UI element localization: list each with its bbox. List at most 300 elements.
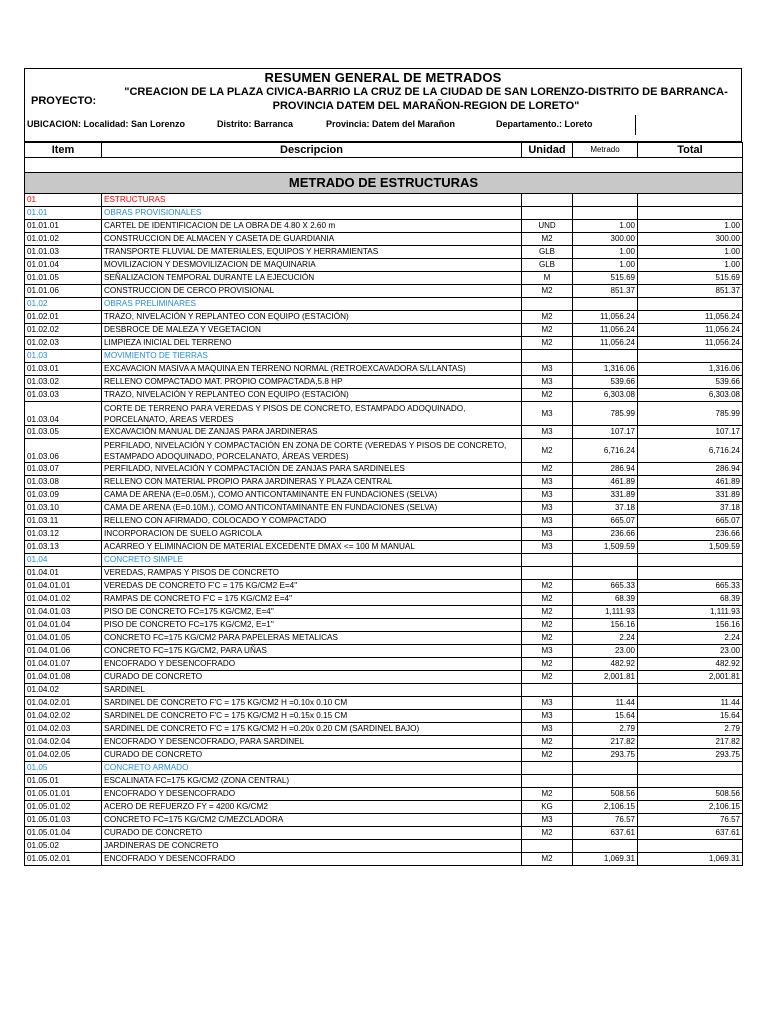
total-cell: 107.17 bbox=[638, 426, 743, 439]
table-row bbox=[25, 350, 743, 363]
metrado-cell: 236.66 bbox=[573, 528, 638, 541]
item-cell: 01.01.05 bbox=[25, 272, 102, 285]
unit-cell: M2 bbox=[522, 632, 573, 645]
metrado-cell: 482.92 bbox=[573, 658, 638, 671]
unit-cell: M3 bbox=[522, 489, 573, 502]
table-row bbox=[25, 567, 743, 580]
item-cell: 01.03.01 bbox=[25, 363, 102, 376]
metrado-cell bbox=[573, 298, 638, 311]
unit-cell: M3 bbox=[522, 528, 573, 541]
unit-cell: M2 bbox=[522, 463, 573, 476]
description-cell: RELLENO COMPACTADO MAT. PROPIO COMPACTADA,5.8 HP bbox=[102, 376, 522, 389]
description-cell: MOVIMIENTO DE TIERRAS bbox=[102, 350, 522, 363]
total-cell: 2.79 bbox=[638, 723, 743, 736]
item-cell: 01.01.01 bbox=[25, 220, 102, 233]
table-row bbox=[25, 476, 743, 489]
metrado-cell: 331.89 bbox=[573, 489, 638, 502]
item-cell: 01.03.07 bbox=[25, 463, 102, 476]
item-cell: 01.01.03 bbox=[25, 246, 102, 259]
table-row bbox=[25, 775, 743, 788]
total-cell: 539.66 bbox=[638, 376, 743, 389]
total-cell: 11.44 bbox=[638, 697, 743, 710]
blank-row bbox=[25, 158, 743, 173]
description-cell: OBRAS PRELIMINARES bbox=[102, 298, 522, 311]
total-cell: 217.82 bbox=[638, 736, 743, 749]
total-cell bbox=[638, 350, 743, 363]
metrado-cell: 1.00 bbox=[573, 259, 638, 272]
item-cell: 01.04.02.04 bbox=[25, 736, 102, 749]
table-row bbox=[25, 259, 743, 272]
unit-cell: M3 bbox=[522, 426, 573, 439]
table-row bbox=[25, 632, 743, 645]
metrado-cell: 1,069.31 bbox=[573, 853, 638, 866]
table-row bbox=[25, 593, 743, 606]
unit-cell: M2 bbox=[522, 658, 573, 671]
total-cell: 1.00 bbox=[638, 246, 743, 259]
metrado-cell: 1.00 bbox=[573, 220, 638, 233]
metrado-cell: 665.07 bbox=[573, 515, 638, 528]
document-title: RESUMEN GENERAL DE METRADOS bbox=[264, 70, 502, 85]
table-row bbox=[25, 801, 743, 814]
metrado-cell: 665.33 bbox=[573, 580, 638, 593]
item-cell: 01.04.01.05 bbox=[25, 632, 102, 645]
total-cell: 1,069.31 bbox=[638, 853, 743, 866]
total-cell bbox=[638, 194, 743, 207]
item-cell: 01.03.04 bbox=[25, 402, 102, 426]
unit-cell: M2 bbox=[522, 827, 573, 840]
item-cell: 01.04.02 bbox=[25, 684, 102, 697]
item-cell: 01.02.02 bbox=[25, 324, 102, 337]
unit-cell: M2 bbox=[522, 593, 573, 606]
proyecto-name bbox=[113, 85, 739, 113]
unit-cell bbox=[522, 762, 573, 775]
total-cell: 76.57 bbox=[638, 814, 743, 827]
item-cell: 01.01.06 bbox=[25, 285, 102, 298]
item-cell: 01.04 bbox=[25, 554, 102, 567]
metrado-cell: 637.61 bbox=[573, 827, 638, 840]
description-cell: PERFILADO, NIVELACIÓN Y COMPACTACIÓN DE ZANJAS PARA SARDINELES bbox=[102, 463, 522, 476]
item-cell: 01.03.13 bbox=[25, 541, 102, 554]
metrado-cell: 2.79 bbox=[573, 723, 638, 736]
metrado-cell: 156.16 bbox=[573, 619, 638, 632]
unit-cell: M2 bbox=[522, 324, 573, 337]
table-row bbox=[25, 814, 743, 827]
metrado-cell: 11,056.24 bbox=[573, 337, 638, 350]
table-row bbox=[25, 426, 743, 439]
unit-cell: M3 bbox=[522, 515, 573, 528]
total-cell: 2.24 bbox=[638, 632, 743, 645]
metrado-cell: 300.00 bbox=[573, 233, 638, 246]
description-cell: EXCAVACION MASIVA A MAQUINA EN TERRENO NORMAL (RETROEXCAVADORA S/LLANTAS) bbox=[102, 363, 522, 376]
description-cell: CURADO DE CONCRETO bbox=[102, 827, 522, 840]
metrado-cell: 785.99 bbox=[573, 402, 638, 426]
metrado-cell bbox=[573, 350, 638, 363]
total-cell bbox=[638, 567, 743, 580]
unit-cell bbox=[522, 775, 573, 788]
metrado-cell: 508.56 bbox=[573, 788, 638, 801]
item-cell: 01.03.11 bbox=[25, 515, 102, 528]
unit-cell: M2 bbox=[522, 337, 573, 350]
unit-cell bbox=[522, 554, 573, 567]
total-cell bbox=[638, 298, 743, 311]
description-cell: CAMA DE ARENA (E=0.10M.), COMO ANTICONTAMINANTE EN FUNDACIONES (SELVA) bbox=[102, 502, 522, 515]
unit-cell: M3 bbox=[522, 376, 573, 389]
total-cell: 461.89 bbox=[638, 476, 743, 489]
total-cell: 665.07 bbox=[638, 515, 743, 528]
metrado-cell: 68.39 bbox=[573, 593, 638, 606]
metrados-sheet bbox=[24, 68, 742, 866]
total-cell: 1,316.06 bbox=[638, 363, 743, 376]
metrado-cell: 293.75 bbox=[573, 749, 638, 762]
item-cell: 01.01.04 bbox=[25, 259, 102, 272]
item-cell: 01.05.01.01 bbox=[25, 788, 102, 801]
description-cell: ACERO DE REFUERZO FY = 4200 KG/CM2 bbox=[102, 801, 522, 814]
unit-cell: M3 bbox=[522, 502, 573, 515]
unit-cell: M2 bbox=[522, 619, 573, 632]
item-cell: 01.04.02.01 bbox=[25, 697, 102, 710]
item-cell: 01.05 bbox=[25, 762, 102, 775]
metrado-cell: 1.00 bbox=[573, 246, 638, 259]
table-row bbox=[25, 311, 743, 324]
table-row bbox=[25, 541, 743, 554]
item-cell: 01.04.02.05 bbox=[25, 749, 102, 762]
description-cell: CORTE DE TERRENO PARA VEREDAS Y PISOS DE CONCRETO, ESTAMPADO ADOQUINADO, PORCELANATO, ÁREAS VERDES bbox=[102, 402, 522, 426]
item-cell: 01.05.01.03 bbox=[25, 814, 102, 827]
item-cell: 01.04.02.03 bbox=[25, 723, 102, 736]
proyecto-name-line2: PROVINCIA DATEM DEL MARAÑON-REGION DE LORETO" bbox=[272, 100, 580, 112]
total-cell: 11,056.24 bbox=[638, 337, 743, 350]
metrado-cell: 217.82 bbox=[573, 736, 638, 749]
table-row bbox=[25, 606, 743, 619]
description-cell: CARTEL DE IDENTIFICACION DE LA OBRA DE 4.80 X 2.60 m bbox=[102, 220, 522, 233]
total-cell: 286.94 bbox=[638, 463, 743, 476]
metrado-cell: 851.37 bbox=[573, 285, 638, 298]
table-row bbox=[25, 246, 743, 259]
metrado-cell bbox=[573, 567, 638, 580]
description-cell: SEÑALIZACION TEMPORAL DURANTE LA EJECUCIÓN bbox=[102, 272, 522, 285]
table-row bbox=[25, 827, 743, 840]
metrado-cell: 2,106.15 bbox=[573, 801, 638, 814]
total-cell bbox=[638, 684, 743, 697]
unit-cell: M3 bbox=[522, 710, 573, 723]
description-cell: TRAZO, NIVELACIÓN Y REPLANTEO CON EQUIPO (ESTACIÓN) bbox=[102, 311, 522, 324]
table-row bbox=[25, 554, 743, 567]
description-cell: PISO DE CONCRETO FC=175 KG/CM2, E=1" bbox=[102, 619, 522, 632]
description-cell: CAMA DE ARENA (E=0.05M.), COMO ANTICONTAMINANTE EN FUNDACIONES (SELVA) bbox=[102, 489, 522, 502]
unit-cell: KG bbox=[522, 801, 573, 814]
description-cell: TRAZO, NIVELACIÓN Y REPLANTEO CON EQUIPO (ESTACIÓN) bbox=[102, 389, 522, 402]
metrado-cell: 11,056.24 bbox=[573, 311, 638, 324]
description-cell: CONCRETO ARMADO bbox=[102, 762, 522, 775]
table-row bbox=[25, 376, 743, 389]
column-header-total: Total bbox=[638, 143, 743, 158]
metrado-cell bbox=[573, 554, 638, 567]
total-cell: 11,056.24 bbox=[638, 311, 743, 324]
item-cell: 01.04.01.03 bbox=[25, 606, 102, 619]
total-cell: 23.00 bbox=[638, 645, 743, 658]
metrado-cell: 11,056.24 bbox=[573, 324, 638, 337]
metrado-cell: 6,716.24 bbox=[573, 439, 638, 463]
column-header-item: Item bbox=[25, 143, 102, 158]
table-row bbox=[25, 463, 743, 476]
metrado-cell bbox=[573, 684, 638, 697]
description-cell: ENCOFRADO Y DESENCOFRADO, PARA SARDINEL bbox=[102, 736, 522, 749]
table-row bbox=[25, 220, 743, 233]
metrado-cell: 1,509.59 bbox=[573, 541, 638, 554]
proyecto-label: PROYECTO: bbox=[31, 95, 97, 107]
item-cell: 01.04.01.02 bbox=[25, 593, 102, 606]
total-cell bbox=[638, 554, 743, 567]
metrado-cell: 1,111.93 bbox=[573, 606, 638, 619]
total-cell: 37.18 bbox=[638, 502, 743, 515]
description-cell: CONCRETO FC=175 KG/CM2 PARA PAPELERAS METALICAS bbox=[102, 632, 522, 645]
total-cell: 1.00 bbox=[638, 259, 743, 272]
item-cell: 01 bbox=[25, 194, 102, 207]
unit-cell bbox=[522, 350, 573, 363]
description-cell: ENCOFRADO Y DESENCOFRADO bbox=[102, 788, 522, 801]
table-row bbox=[25, 194, 743, 207]
unit-cell: M3 bbox=[522, 723, 573, 736]
description-cell: ENCOFRADO Y DESENCOFRADO bbox=[102, 658, 522, 671]
metrado-cell bbox=[573, 194, 638, 207]
table-row bbox=[25, 788, 743, 801]
description-cell: MOVILIZACION Y DESMOVILIZACION DE MAQUINARIA bbox=[102, 259, 522, 272]
description-cell: ESCALINATA FC=175 KG/CM2 (ZONA CENTRAL) bbox=[102, 775, 522, 788]
metrado-cell: 23.00 bbox=[573, 645, 638, 658]
table-row bbox=[25, 853, 743, 866]
table-row bbox=[25, 658, 743, 671]
total-cell bbox=[638, 840, 743, 853]
total-cell: 2,106.15 bbox=[638, 801, 743, 814]
total-cell: 300.00 bbox=[638, 233, 743, 246]
unit-cell: M2 bbox=[522, 439, 573, 463]
total-cell: 851.37 bbox=[638, 285, 743, 298]
description-cell: CONCRETO SIMPLE bbox=[102, 554, 522, 567]
proyecto-name-line1: "CREACION DE LA PLAZA CIVICA-BARRIO LA CRUZ DE LA CIUDAD DE SAN LORENZO-DISTRITO DE BARRANCA- bbox=[124, 86, 728, 98]
description-cell: CONSTRUCCION DE ALMACEN Y CASETA DE GUARDIANIA bbox=[102, 233, 522, 246]
description-cell: EXCAVACIÓN MANUAL DE ZANJAS PARA JARDINERAS bbox=[102, 426, 522, 439]
unit-cell: M3 bbox=[522, 697, 573, 710]
column-header-descripcion: Descripcion bbox=[102, 143, 522, 158]
table-row bbox=[25, 207, 743, 220]
table-row bbox=[25, 363, 743, 376]
unit-cell: M3 bbox=[522, 814, 573, 827]
table-row bbox=[25, 439, 743, 463]
total-cell: 515.69 bbox=[638, 272, 743, 285]
table-row bbox=[25, 580, 743, 593]
metrados-table bbox=[24, 142, 743, 866]
total-cell: 6,303.08 bbox=[638, 389, 743, 402]
unit-cell: M3 bbox=[522, 645, 573, 658]
total-cell: 1,509.59 bbox=[638, 541, 743, 554]
total-cell: 482.92 bbox=[638, 658, 743, 671]
column-header-row bbox=[25, 143, 743, 158]
item-cell: 01.04.01.07 bbox=[25, 658, 102, 671]
metrado-cell: 515.69 bbox=[573, 272, 638, 285]
description-cell: SARDINEL bbox=[102, 684, 522, 697]
item-cell: 01.03.09 bbox=[25, 489, 102, 502]
table-row bbox=[25, 502, 743, 515]
item-cell: 01.05.01.04 bbox=[25, 827, 102, 840]
metrado-cell: 461.89 bbox=[573, 476, 638, 489]
metrado-cell: 107.17 bbox=[573, 426, 638, 439]
metrado-cell: 76.57 bbox=[573, 814, 638, 827]
unit-cell: M2 bbox=[522, 736, 573, 749]
item-cell: 01.02 bbox=[25, 298, 102, 311]
item-cell: 01.05.02.01 bbox=[25, 853, 102, 866]
metrado-cell: 15.64 bbox=[573, 710, 638, 723]
description-cell: SARDINEL DE CONCRETO F'C = 175 KG/CM2 H =0.20x 0.20 CM (SARDINEL BAJO) bbox=[102, 723, 522, 736]
item-cell: 01.01.02 bbox=[25, 233, 102, 246]
total-cell: 1.00 bbox=[638, 220, 743, 233]
item-cell: 01.03 bbox=[25, 350, 102, 363]
metrado-cell: 37.18 bbox=[573, 502, 638, 515]
table-row bbox=[25, 645, 743, 658]
table-row bbox=[25, 749, 743, 762]
total-cell: 785.99 bbox=[638, 402, 743, 426]
unit-cell: M3 bbox=[522, 541, 573, 554]
total-cell: 293.75 bbox=[638, 749, 743, 762]
item-cell: 01.03.08 bbox=[25, 476, 102, 489]
description-cell: JARDINERAS DE CONCRETO bbox=[102, 840, 522, 853]
table-row bbox=[25, 402, 743, 426]
description-cell: PISO DE CONCRETO FC=175 KG/CM2, E=4" bbox=[102, 606, 522, 619]
table-row bbox=[25, 710, 743, 723]
metrado-cell: 2.24 bbox=[573, 632, 638, 645]
blank-cell bbox=[25, 158, 743, 173]
item-cell: 01.02.03 bbox=[25, 337, 102, 350]
table-row bbox=[25, 233, 743, 246]
unit-cell: M2 bbox=[522, 788, 573, 801]
table-row bbox=[25, 840, 743, 853]
description-cell: ESTRUCTURAS bbox=[102, 194, 522, 207]
table-row bbox=[25, 389, 743, 402]
total-cell: 1,111.93 bbox=[638, 606, 743, 619]
description-cell: RELLENO CON MATERIAL PROPIO PARA JARDINERAS Y PLAZA CENTRAL bbox=[102, 476, 522, 489]
document-header bbox=[24, 68, 742, 142]
metrado-cell bbox=[573, 762, 638, 775]
description-cell: SARDINEL DE CONCRETO F'C = 175 KG/CM2 H =0.10x 0.10 CM bbox=[102, 697, 522, 710]
total-cell: 637.61 bbox=[638, 827, 743, 840]
unit-cell: M2 bbox=[522, 606, 573, 619]
item-cell: 01.05.02 bbox=[25, 840, 102, 853]
metrado-cell: 1,316.06 bbox=[573, 363, 638, 376]
table-row bbox=[25, 298, 743, 311]
description-cell: INCORPORACION DE SUELO AGRICOLA bbox=[102, 528, 522, 541]
total-cell: 331.89 bbox=[638, 489, 743, 502]
ubicacion-localidad: UBICACION: Localidad: San Lorenzo bbox=[27, 119, 186, 129]
item-cell: 01.02.01 bbox=[25, 311, 102, 324]
unit-cell bbox=[522, 194, 573, 207]
item-cell: 01.04.01 bbox=[25, 567, 102, 580]
column-header-unidad: Unidad bbox=[522, 143, 573, 158]
unit-cell: GLB bbox=[522, 259, 573, 272]
ubicacion-provincia: Provincia: Datem del Marañon bbox=[326, 119, 456, 129]
unit-cell: M2 bbox=[522, 311, 573, 324]
section-title-row bbox=[25, 173, 743, 194]
item-cell: 01.03.06 bbox=[25, 439, 102, 463]
unit-cell: M2 bbox=[522, 285, 573, 298]
table-row bbox=[25, 723, 743, 736]
unit-cell: M3 bbox=[522, 402, 573, 426]
description-cell: CONCRETO FC=175 KG/CM2 C/MEZCLADORA bbox=[102, 814, 522, 827]
unit-cell: M2 bbox=[522, 671, 573, 684]
item-cell: 01.01 bbox=[25, 207, 102, 220]
section-title: METRADO DE ESTRUCTURAS bbox=[25, 173, 743, 194]
header-divider bbox=[635, 115, 636, 135]
description-cell: PERFILADO, NIVELACIÓN Y COMPACTACIÓN EN ZONA DE CORTE (VEREDAS Y PISOS DE CONCRETO, ESTAMPADO ADOQUINADO, PORCELANATO, ÁREAS VERDES) bbox=[102, 439, 522, 463]
item-cell: 01.03.10 bbox=[25, 502, 102, 515]
table-row bbox=[25, 285, 743, 298]
total-cell: 665.33 bbox=[638, 580, 743, 593]
description-cell: VEREDAS DE CONCRETO F'C = 175 KG/CM2 E=4" bbox=[102, 580, 522, 593]
table-row bbox=[25, 619, 743, 632]
ubicacion-departamento: Departamento.: Loreto bbox=[496, 119, 593, 129]
table-row bbox=[25, 762, 743, 775]
description-cell: DESBROCE DE MALEZA Y VEGETACION bbox=[102, 324, 522, 337]
description-cell: CURADO DE CONCRETO bbox=[102, 749, 522, 762]
total-cell: 6,716.24 bbox=[638, 439, 743, 463]
description-cell: LIMPIEZA INICIAL DEL TERRENO bbox=[102, 337, 522, 350]
total-cell bbox=[638, 762, 743, 775]
table-row bbox=[25, 272, 743, 285]
description-cell: VEREDAS, RAMPAS Y PISOS DE CONCRETO bbox=[102, 567, 522, 580]
metrado-cell: 2,001.81 bbox=[573, 671, 638, 684]
ubicacion-distrito: Distrito: Barranca bbox=[217, 119, 294, 129]
description-cell: CONSTRUCCION DE CERCO PROVISIONAL bbox=[102, 285, 522, 298]
total-cell: 15.64 bbox=[638, 710, 743, 723]
metrado-cell: 6,303.08 bbox=[573, 389, 638, 402]
metrado-cell bbox=[573, 775, 638, 788]
description-cell: RAMPAS DE CONCRETO F'C = 175 KG/CM2 E=4" bbox=[102, 593, 522, 606]
unit-cell: GLB bbox=[522, 246, 573, 259]
unit-cell: M3 bbox=[522, 363, 573, 376]
metrado-cell: 11.44 bbox=[573, 697, 638, 710]
item-cell: 01.04.01.08 bbox=[25, 671, 102, 684]
total-cell: 156.16 bbox=[638, 619, 743, 632]
description-cell: SARDINEL DE CONCRETO F'C = 175 KG/CM2 H =0.15x 0.15 CM bbox=[102, 710, 522, 723]
total-cell: 236.66 bbox=[638, 528, 743, 541]
total-cell bbox=[638, 207, 743, 220]
item-cell: 01.04.01.01 bbox=[25, 580, 102, 593]
column-header-metrado: Metrado bbox=[573, 143, 638, 158]
table-row bbox=[25, 489, 743, 502]
item-cell: 01.04.02.02 bbox=[25, 710, 102, 723]
unit-cell: M bbox=[522, 272, 573, 285]
table-row bbox=[25, 528, 743, 541]
unit-cell: M2 bbox=[522, 233, 573, 246]
unit-cell: M2 bbox=[522, 389, 573, 402]
item-cell: 01.04.01.04 bbox=[25, 619, 102, 632]
unit-cell bbox=[522, 567, 573, 580]
item-cell: 01.05.01 bbox=[25, 775, 102, 788]
unit-cell: M2 bbox=[522, 853, 573, 866]
description-cell: ACARREO Y ELIMINACION DE MATERIAL EXCEDENTE DMAX <= 100 M MANUAL bbox=[102, 541, 522, 554]
total-cell: 508.56 bbox=[638, 788, 743, 801]
description-cell: CURADO DE CONCRETO bbox=[102, 671, 522, 684]
metrado-cell bbox=[573, 207, 638, 220]
item-cell: 01.03.12 bbox=[25, 528, 102, 541]
unit-cell: UND bbox=[522, 220, 573, 233]
unit-cell bbox=[522, 207, 573, 220]
description-cell: CONCRETO FC=175 KG/CM2, PARA UÑAS bbox=[102, 645, 522, 658]
total-cell: 2,001.81 bbox=[638, 671, 743, 684]
description-cell: RELLENO CON AFIRMADO, COLOCADO Y COMPACTADO bbox=[102, 515, 522, 528]
item-cell: 01.03.02 bbox=[25, 376, 102, 389]
description-cell: TRANSPORTE FLUVIAL DE MATERIALES, EQUIPOS Y HERRAMIENTAS bbox=[102, 246, 522, 259]
description-cell: OBRAS PROVISIONALES bbox=[102, 207, 522, 220]
unit-cell: M2 bbox=[522, 580, 573, 593]
